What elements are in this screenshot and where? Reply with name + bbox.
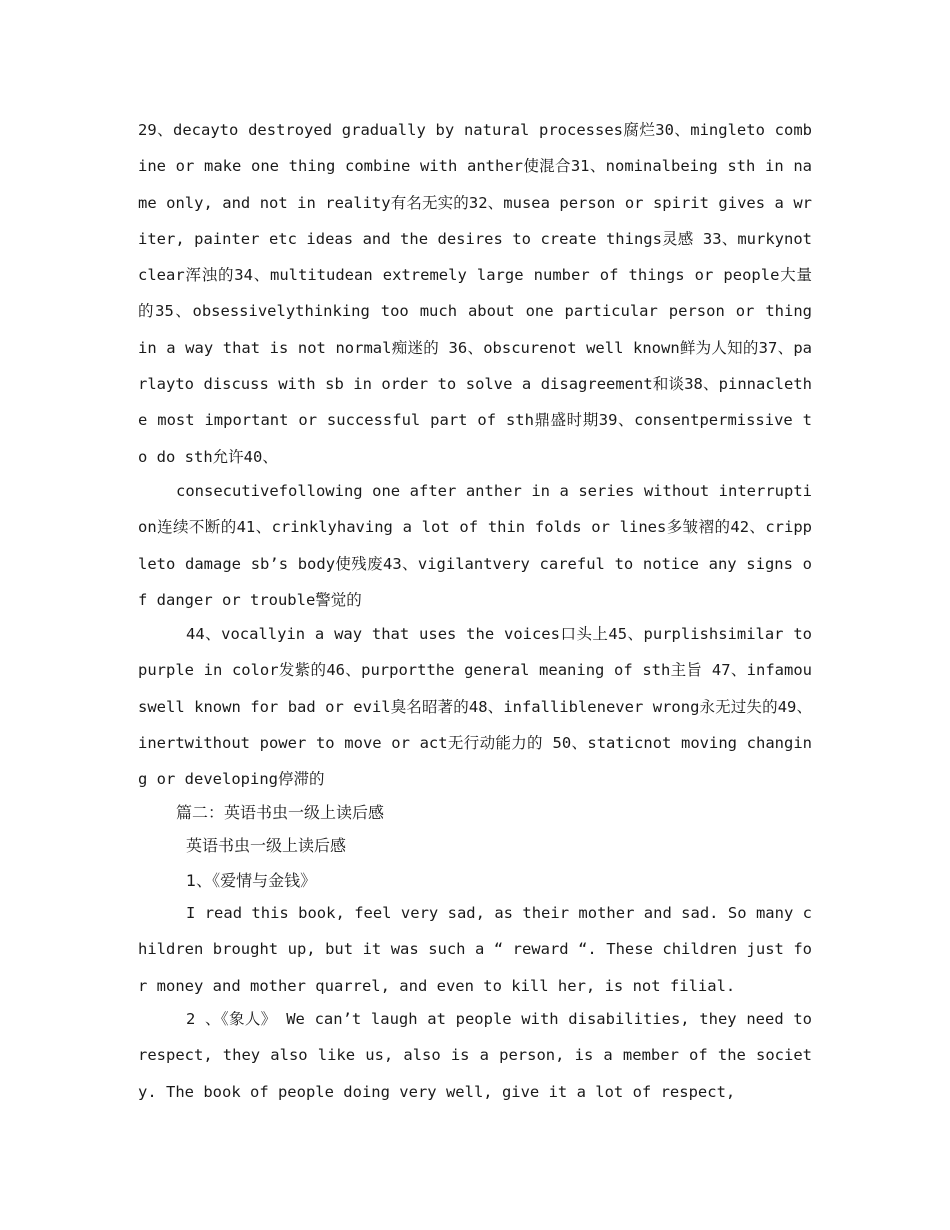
item-1-title: 1、《爱情与金钱》	[186, 871, 317, 890]
vocabulary-paragraph-29-40: 29、decayto destroyed gradually by natural processes腐烂30、mingleto combine or make one thing combine with anther使混合31、nominalbeing sth in name only, and not in reality有名无实的32、musea person or spirit gives a writer, painter etc ideas and the desires to create things灵感 33、murkynot clear浑浊的34、multitudean extremely large number of things or people大量的35、obsessivelythinking too much about one particular person or thing in a way that is not normal痴迷的 36、obscurenot well known鲜为人知的37、parlayto discuss with sb in order to solve a disagreement和谈38、pinnaclethe most important or successful part of sth鼎盛时期39、consentpermissive to do sth允许40、	[138, 121, 812, 466]
essay-subtitle: 英语书虫一级上读后感	[186, 836, 347, 855]
section-heading: 篇二：英语书虫一级上读后感	[176, 803, 385, 822]
vocabulary-paragraph-40-43: consecutivefollowing one after anther in a series without interruption连续不断的41、crinklyhaving a lot of thin folds or lines多皱褶的42、crippleto damage sb’s body使残废43、vigilantvery careful to notice any signs of danger or trouble警觉的	[138, 482, 812, 609]
vocabulary-paragraph-44-50: 44、vocallyin a way that uses the voices口头上45、purplishsimilar to purple in color发紫的46、purportthe general meaning of sth主旨 47、infamouswell known for bad or evil臭名昭著的48、infalliblenever wrong永无过失的49、inertwithout power to move or act无行动能力的 50、staticnot moving changing or developing停滞的	[138, 625, 812, 789]
review-paragraph-2: 2 、《象人》 We can’t laugh at people with disabilities, they need to respect, they also like us, also is a person, is a member of the society. The book of people doing very well, give it a lot of respect,	[138, 1010, 812, 1101]
review-paragraph-1: I read this book, feel very sad, as their mother and sad. So many children brought up, but it was such a “ reward “. These children just for money and mother quarrel, and even to kill her, is not filial.	[138, 904, 812, 995]
